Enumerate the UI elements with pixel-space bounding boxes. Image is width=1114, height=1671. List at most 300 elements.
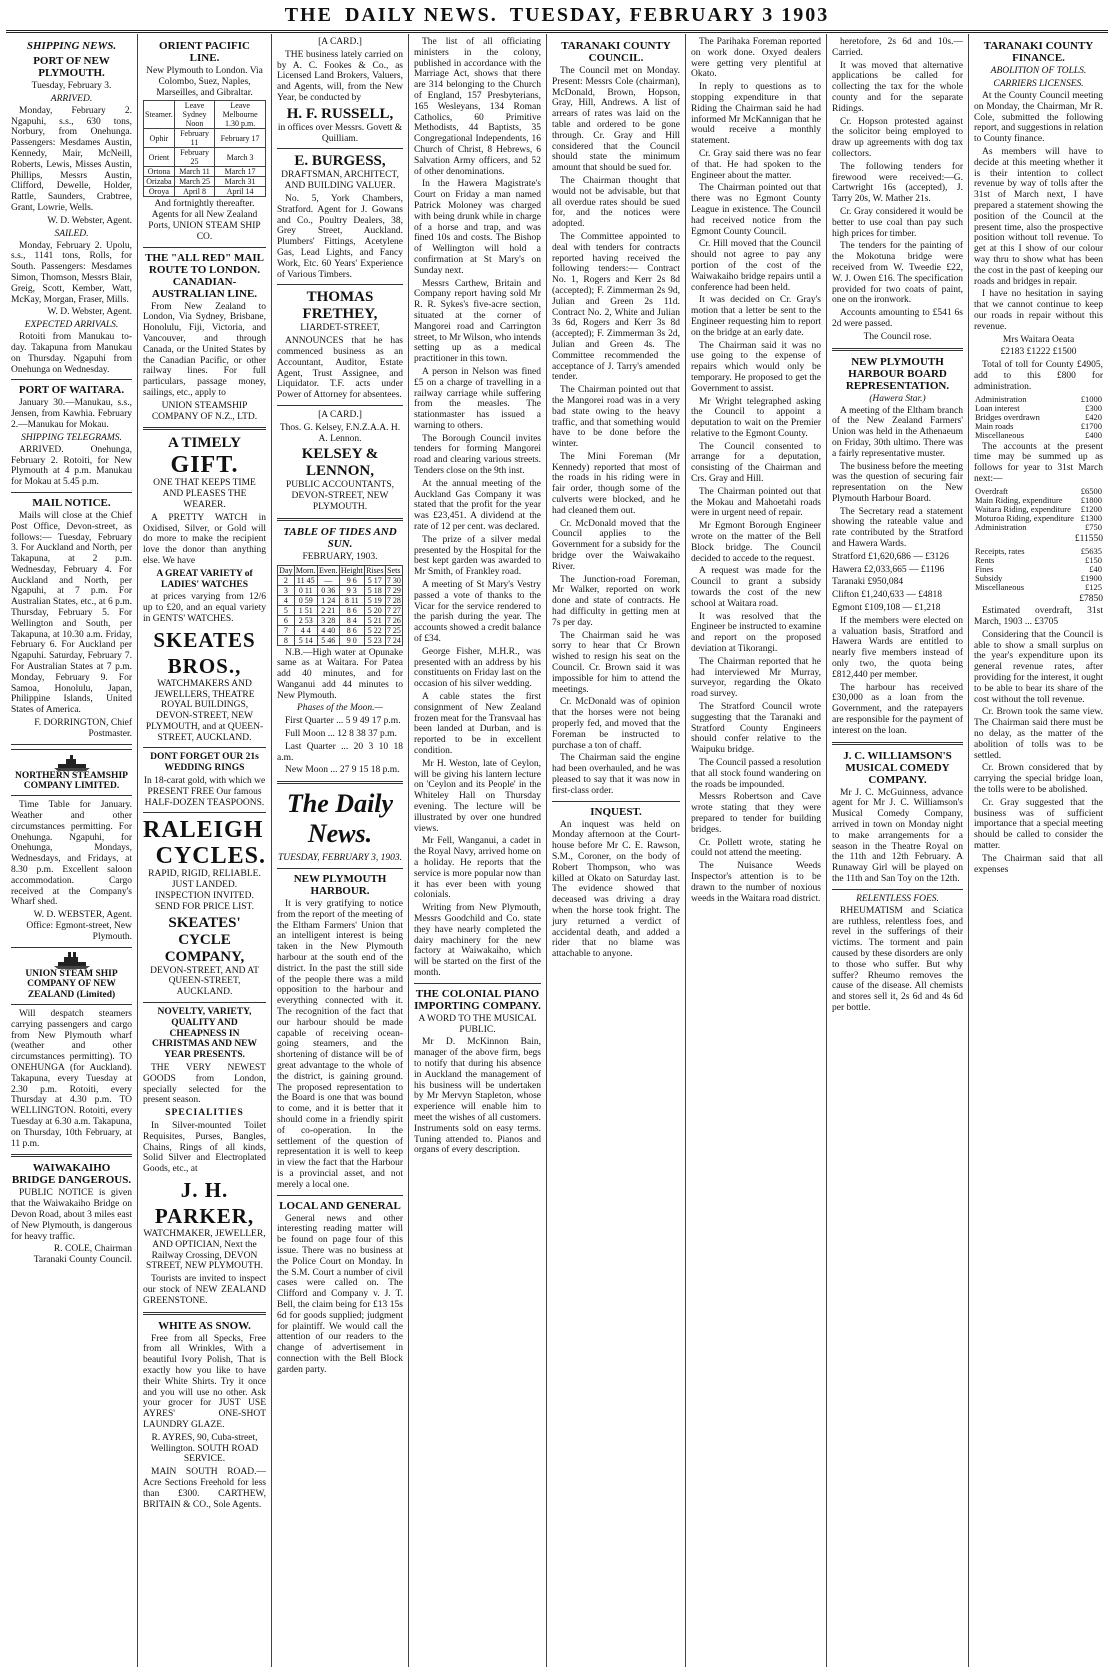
article-paragraph: The Chairman pointed out that there was no Egmont County League in existence. The Council had received notice from the Egmont County Council. — [691, 183, 821, 237]
table-cell: 3 — [278, 585, 295, 595]
table-cell: 0 36 — [317, 585, 339, 595]
divider — [277, 148, 403, 149]
arrived-text: Monday, February 2. Ngapuhi, s.s., 630 tons, Norbury, from Onehunga. Passengers: Mesdames Austin, Kennedy, Mair, McNeill, Roberts, Lewis, Misses Austin, Phillips, Messrs Austin, Clifford, Dewelle, Holder, Rattle, Saunders, Crabtree, Grant, Lowrie, Wells. — [11, 105, 132, 213]
union-steamship-text: Will despatch steamers carrying passengers and cargo from New Plymouth wharf (weather and other circumstances permitting). TO ONEHUNGA (for Auckland). Takapuna, every Tuesday at 2.30 p.m. Rotoiti, every Thursday at 4.30 p.m. TO WELLINGTON. Rotoiti, every Tuesday at 6.30 a.m. Takapuna, on Thursday, 10th February, at 11 p.m. — [11, 1008, 132, 1149]
wedding-rings-text: In 18-carat gold, with which we PRESENT FREE Our famous HALF-DOZEN TEASPOONS. — [143, 776, 266, 808]
table-cell: 0 11 — [294, 585, 317, 595]
table-header: Steamer. — [144, 101, 175, 129]
masthead-title: DAILY NEWS. — [344, 3, 498, 26]
moon-heading: Phases of the Moon.— — [296, 703, 384, 714]
valuation-row: Clifton £1,240,633 — £4818 — [832, 590, 943, 601]
table-cell: 5 18 — [364, 585, 385, 595]
article-paragraph: The prize of a silver medal presented by the Hospital for the best kept garden was awarded to Mr Smith, of Frankley road. — [414, 534, 541, 578]
article-paragraph: Cr. Hill moved that the Council should not agree to pay any portion of the cost of the Waiwakaiho bridge repairs until a conference had been held. — [691, 239, 821, 293]
article-paragraph: Cr. Hopson protested against the solicitor being employed to draw up agreements with dog tax collectors. — [832, 116, 963, 159]
sailed-agent: W. D. Webster, Agent. — [47, 307, 132, 318]
table-cell: 5 17 — [364, 575, 385, 585]
table-cell: 8 4 — [339, 615, 364, 625]
table-header: Even. — [319, 565, 338, 575]
northern-steamship-text: Time Table for January. Weather and other circumstances permitting. For Onehunga. Ngapuhi, for Onehunga, Mondays, Wednesdays, and Fridays, at 8.30 p.m. Excellent saloon accommodation. Cargo received at the Company's Wharf shed. — [11, 800, 132, 908]
article-paragraph: At the County Council meeting on Monday, the Chairman, Mr R. Cole, submitted the following report, and suggestions in relation to County finance. — [974, 91, 1104, 145]
table-cell: April 14 — [215, 187, 266, 197]
divider — [143, 427, 266, 430]
table-cell: March 31 — [215, 177, 266, 187]
variety-heading: A GREAT VARIETY of LADIES' WATCHES — [156, 568, 253, 590]
article-paragraph: The Junction-road Foreman, Mr Walker, reported on work done and state of contracts. He had difficulty in getting men at 7s per day. — [552, 574, 680, 628]
article-paragraph: Cr. Gray considered it would be better to use coal than pay such high prices for timber. — [832, 206, 963, 239]
table-cell: 2 21 — [317, 605, 339, 615]
table-row — [974, 431, 1103, 440]
moon-row: New Moon ... 27 9 15 18 p.m. — [285, 765, 400, 776]
article-paragraph: I have no hesitation in saying that we cannot continue to keep our roads in repair without this revenue. — [974, 289, 1103, 332]
frethey-sub: LIARDET-STREET, — [300, 323, 380, 334]
article-paragraph: The Council met on Monday. Present: Messrs Cole (chairman), McDonald, Brown, Hopson, Gray, Hill, Andrews. A list of arrears of rates was laid on the table and ordered to be gone through. Cr. Gray and Hill considered that the Council should state the minimum amount that should be sued for. — [552, 66, 680, 174]
table-row — [144, 129, 266, 148]
column-5 — [547, 34, 686, 1667]
divider — [277, 868, 403, 869]
table-cell: 8 6 — [339, 625, 364, 635]
article-paragraph: It was moved that alternative applications be called for collecting the tax for the whole county and for the separate Ridings. — [832, 60, 963, 114]
table-cell: Subsidy — [975, 572, 1003, 583]
article-paragraph: Mr Egmont Borough Engineer wrote on the matter of the Bell Block bridge. The Council decided to accede to the request. — [691, 521, 821, 564]
table-cell: Administration — [975, 393, 1027, 404]
tides-month: FEBRUARY, 1903. — [302, 551, 378, 562]
divider — [143, 812, 266, 813]
specialities-text: In Silver-mounted Toilet Requisites, Purses, Bangles, Chains, Rings of all kinds, Solid Silver and Electroplated Goods, etc., at — [143, 1121, 266, 1175]
article-paragraph: The Council rose. — [863, 331, 932, 342]
table-row — [144, 148, 266, 167]
article-paragraph: The Chairman said the engine had been overhauled, and he was pleased to say that it was now in first-class order. — [552, 753, 680, 796]
postmaster-signature: F. DORRINGTON, Chief Postmaster. — [34, 718, 132, 739]
skeates-bros-sub: WATCHMAKERS AND JEWELLERS, THEATRE ROYAL BUILDINGS, DEVON-STREET, NEW PLYMOUTH, and at QUEEN-STREET, AUCKLAND. — [145, 678, 264, 743]
union-steamship-heading: UNION STEAM SHIP COMPANY OF NEW ZEALAND (Limited) — [25, 968, 118, 1001]
valuation-row: Hawera £2,033,665 — £1196 — [832, 564, 945, 575]
table-cell: Miscellaneous — [975, 429, 1025, 440]
column-8 — [969, 34, 1108, 1667]
arrived-agent: W. D. Webster, Agent. — [47, 215, 132, 226]
table-cell: March 11 — [174, 167, 214, 177]
abolition-tolls-heading: ABOLITION OF TOLLS. — [990, 66, 1087, 76]
skeates-cycle-heading: SKEATES' CYCLE COMPANY, — [164, 914, 245, 965]
table-cell: Bridges overdrawn — [975, 411, 1040, 422]
article-paragraph: heretofore, 2s 6d and 10s.—Carried. — [832, 37, 963, 58]
bridge-notice-text: PUBLIC NOTICE is given that the Waiwakaiho Bridge on Devon Road, about 3 miles east of New Plymouth, is dangerous for heavy traffic. — [11, 1188, 132, 1242]
orient-line-heading: ORIENT PACIFIC LINE. — [159, 40, 250, 64]
northern-steamship-agent: W. D. WEBSTER, Agent. Office: Egmont-street, New Plymouth. — [26, 910, 132, 942]
table-cell: 9 6 — [339, 575, 364, 585]
article-paragraph: The Stratford Council wrote suggesting that the Taranaki and Stratford County Engineers should confer relative to the Waipuku bridge. — [691, 702, 821, 756]
article-paragraph: The Chairman said that all expenses — [974, 853, 1103, 875]
finance-table-1 — [974, 395, 1103, 440]
table-cell: 5 — [278, 605, 295, 615]
novelty-heading: NOVELTY, VARIETY, QUALITY AND CHEAPNESS IN CHRISTMAS AND NEW YEAR PRESENTS. — [151, 1007, 258, 1061]
divider — [11, 492, 132, 493]
divider — [277, 284, 403, 285]
article-paragraph: The harbour has received £30,000 as a loan from the Government, and the ratepayers are responsible for the payment of interest on the loan. — [832, 682, 963, 736]
article-paragraph: Mr Wright telegraphed asking the Council to appoint a deputation to wait on the Premier relative to the Egmont County. — [691, 396, 821, 439]
table-cell: 3 28 — [317, 615, 339, 625]
table-row — [974, 523, 1103, 532]
article-paragraph: Cr. Brown considered that by carrying the special bridge loan, the tolls were to be abolished. — [974, 763, 1103, 796]
table-header: Day — [279, 565, 293, 575]
table-header: Height — [340, 565, 363, 575]
valuation-row: Egmont £109,108 — £1,218 — [832, 603, 941, 614]
article-paragraph: The Council consented to arrange for a deputation, consisting of the Chairman and Crs. Gray and Hill. — [691, 441, 821, 485]
divider — [832, 742, 963, 745]
table-cell: Administration — [975, 521, 1027, 532]
article-paragraph: The list of all officiating ministers in the colony, published in accordance with the Marriage Act, shows that there are 314 belonging to the Church of England, 157 Presbyterians, 165 Wesleyans, 134 Roman Catholics, 60 Primitive Methodists, 44 Baptists, 35 Congregational Independents, 16 Church of Christ, 8 Hebrews, 6 Salvation Army officers, and 52 of other denominations. — [414, 37, 541, 177]
article-paragraph: The Chairman thought that would not be advisable, but that all overdue rates should be sued for, and the notices were adopted. — [552, 175, 680, 230]
tides-note: N.B.—High water at Opunake same as at Waitara. For Patea add 40 minutes, and for Wanganui add 44 minutes to New Plymouth. — [277, 647, 403, 701]
moon-row: Last Quarter ... 20 3 10 18 a.m. — [277, 741, 403, 763]
card-label: [A CARD.] — [318, 409, 362, 420]
article-paragraph: Mr Fell, Wanganui, a cadet in the Royal Navy, arrived home on a holiday. He reports that the service is more popular now than it has ever been with young colonials. — [414, 836, 541, 901]
local-general-heading: LOCAL AND GENERAL — [279, 1199, 401, 1212]
parker-note: Tourists are invited to inspect our stock of NEW ZEALAND GREENSTONE. — [143, 1274, 266, 1306]
article-paragraph: Accounts amounting to £541 6s 2d were passed. — [832, 308, 963, 329]
inquest-text: An inquest was held on Monday afternoon at the Court-house before Mr C. E. Rawson, S.M., Coroner, on the body of Robert Thompson, who was killed at Okato on Saturday last. The evidence showed that deceased was driving a dray when the horse took fright. The jury returned a verdict of accidental death, and added a rider that no blame was attachable to anyone. — [552, 819, 680, 960]
burgess-text: No. 5, York Chambers, Stratford. Agent for J. Gowans and Co., Poultry Dealers, 38, Grey Street, Auckland. Plumbers' Fittings, Acetylene Gas, Lead Lights, and Fancy Work, Etc. 60 Years' Experience of Various Timbers. — [277, 193, 403, 280]
divider — [552, 801, 680, 802]
main-south-road-text: MAIN SOUTH ROAD.—Acre Sections Freehold for less than £300. CARTHEW, BRITAIN & CO., Sole Agents. — [143, 1467, 266, 1510]
table-cell: Receipts, rates — [975, 545, 1025, 556]
table-cell: 7 29 — [386, 585, 401, 595]
article-paragraph: The Chairman said he was sorry to hear that Cr Brown wished to resign his seat on the Council. Cr. Brown said it was impossible for him to attend the meetings. — [552, 630, 680, 695]
parker-text: WATCHMAKER, JEWELLER, AND OPTICIAN, Next the Railway Crossing, DEVON STREET, NEW PLYMOUTH. — [143, 1229, 266, 1272]
table-cell: 5 14 — [294, 635, 317, 645]
column-1 — [6, 34, 138, 1667]
table-header: Rises — [366, 565, 384, 575]
article-paragraph: As members will have to decide at this meeting whether it is their intention to collect revenue by way of tolls after the 31st of March next, I have prepared a statement showing the position of the Council at the present time, also the prospective position without toll revenue. To get at this I show of our colour way thru to show what has been the cost in the past of keeping our roads and bridges in repair. — [974, 146, 1103, 287]
table-row — [974, 583, 1103, 592]
divider — [277, 405, 403, 406]
table-cell: February 11 — [174, 129, 214, 148]
table-cell: £1700 — [1080, 420, 1102, 431]
county-council-heading: TARANAKI COUNTY COUNCIL. — [561, 40, 671, 64]
table-cell: 7 27 — [386, 605, 401, 615]
valuation-row: Taranaki £950,084 — [832, 577, 904, 588]
harbour-editorial-text: It is very gratifying to notice from the report of the meeting of the Eltham Farmers' Union that an intelligent interest is being taken in the New Plymouth harbour at the south end of the district. In the past the still side of the people there was a mild opposition to the harbour and everything connected with it. The recognition of the fact that our harbour should be made capable of receiving ocean-going steamers, and the shortening of distance will be of great advantage to the whole of the district, is gaining ground. The proposed representation to the Board is one that was bound to come, and it is better that it should come in a friendly spirit of co-operation. In the settlement of the question of representation it is well to keep in view the fact that the Harbour is a provincial asset, and not merely a local one. — [277, 899, 403, 1190]
table-row — [278, 635, 403, 645]
article-paragraph: The Secretary read a statement showing the rateable value and rate contributed by the Stratford and Hawera Wards. — [832, 506, 963, 550]
article-paragraph: The Chairman said it was no use going to the expense of repairs which would only be temporary. He proposed to get the Government to assist. — [691, 340, 821, 394]
article-paragraph: Cr. Pollett wrote, stating he could not attend the meeting. — [691, 837, 821, 859]
timely-gift-heading-b: GIFT. — [170, 452, 239, 479]
divider — [832, 889, 963, 890]
divider — [143, 747, 266, 748]
relentless-foes-heading: RELENTLESS FOES. — [856, 893, 939, 904]
table-row — [278, 625, 403, 635]
bridge-notice-signature: R. COLE, Chairman Taranaki County Council. — [33, 1244, 132, 1266]
skeates-cycle-text: DEVON-STREET, AND AT QUEEN-STREET, AUCKLAND. — [150, 965, 259, 998]
table-cell: 7 28 — [386, 595, 401, 605]
article-paragraph: A meeting of St Mary's Vestry passed a vote of thanks to the Vicar for the service rendered to the parish during the year. The accounts showed a credit balance of £34. — [414, 580, 541, 645]
table-cell: March 3 — [215, 148, 266, 167]
table-cell: Orient — [144, 148, 175, 167]
tides-table — [277, 565, 403, 646]
table-header: Morn. — [295, 565, 316, 575]
table-cell: Ortona — [144, 167, 175, 177]
article-paragraph: The Nuisance Weeds Inspector's attention is to be drawn to the number of noxious weeds in the Waitara road district. — [691, 861, 821, 904]
novelty-text: THE VERY NEWEST GOODS from London, specially selected for the present season. — [143, 1063, 266, 1106]
column-2 — [138, 34, 272, 1667]
table-cell: 5 20 — [364, 605, 385, 615]
moon-row: Full Moon ... 12 8 38 37 p.m. — [285, 729, 397, 740]
table-cell: 1 24 — [317, 595, 339, 605]
article-paragraph: It was decided on Cr. Gray's motion that a letter be sent to the Engineer requesting him to report on the bridge at an early date. — [691, 295, 821, 338]
sailed-text: Monday, February 2. Upolu, s.s., 1141 tons, Rolls, for South. Passengers: Mesdames Simon, Thomson, Messrs Blair, Greig, Scott, Kember, Watt, McKay, Morgan, Fraser, Mills. — [11, 240, 132, 305]
finance-total-1: £11550 — [1074, 533, 1103, 544]
article-paragraph: If the members were elected on a valuation basis, Stratford and Hawera Wards are entitled to nearly five members instead of only two, the quota being £812,440 per member. — [832, 615, 963, 680]
article-paragraph: The Chairman pointed out that the Mokau and Mahoetahi roads were in urgent need of repair. — [691, 486, 821, 519]
table-cell: Rents — [975, 554, 995, 565]
piano-company-heading: THE COLONIAL PIANO IMPORTING COMPANY. — [414, 987, 541, 1012]
table-cell: 4 — [278, 595, 295, 605]
table-cell: £1200 — [1080, 503, 1102, 514]
specialities-heading: SPECIALITIES — [165, 1108, 244, 1119]
table-cell: February 25 — [174, 148, 214, 167]
burgess-sub: DRAFTSMAN, ARCHITECT, AND BUILDING VALUER. — [281, 170, 399, 192]
steamship-icon — [54, 951, 90, 969]
table-cell: 5 23 — [364, 635, 385, 645]
russell-office: in offices over Messrs. Govett & Quilliam. — [277, 122, 403, 144]
article-paragraph: Cr. McDonald moved that the Council applies to the Government for a subsidy for the bridge over the Waiwakaiho River. — [552, 518, 680, 572]
county-finance-heading: TARANAKI COUNTY FINANCE. — [983, 40, 1094, 64]
table-cell: £6500 — [1080, 485, 1102, 496]
orient-line-note: And fortnightly thereafter. Agents for all New Zealand Ports, UNION STEAM SHIP CO. — [148, 199, 261, 242]
parker-heading: J. H. PARKER, — [154, 1178, 255, 1228]
finance-table-2 — [974, 487, 1103, 532]
russell-card-text: THE business lately carried on by A. C. Fookes & Co., as Licensed Land Brokers, Valuers, and Agents, will, from the New Year, be conducted by — [277, 49, 403, 103]
article-paragraph: The Council passed a resolution that all stock found wandering on the roads be impounded. — [691, 758, 821, 790]
divider — [277, 781, 403, 784]
ridings-header: Mrs Waitara Oeata — [1002, 334, 1075, 345]
table-cell: £125 — [1085, 581, 1102, 592]
frethey-name: THOMAS FRETHEY, — [302, 289, 378, 323]
table-cell: Fines — [975, 563, 994, 574]
divider — [414, 983, 541, 984]
masthead — [6, 0, 1108, 33]
table-cell: — — [317, 575, 339, 585]
relentless-foes-text: RHEUMATISM and Sciatica are ruthless, relentless foes, and revel in the sufferings of their victims. The torment and pain caused by these disorders are only to those who suffer. But why suffer? Rheumo removes the cause of the disease. All chemists and stores sell it, 2s 6d and 4s 6d per bottle. — [832, 905, 963, 1013]
finance-total-2: £7850 — [1079, 593, 1103, 604]
table-cell: 4 40 — [317, 625, 339, 635]
finance-table-3 — [974, 547, 1103, 592]
waitara-port-heading: PORT OF WAITARA. — [18, 384, 125, 397]
table-row — [278, 595, 403, 605]
table-cell: 5 22 — [364, 625, 385, 635]
article-paragraph: Considering that the Council is able to show a small surplus on the year's expenditure upon its general revenue rates, after providing for the interest, it ought to be able to bear its share of the cost without the toll revenue. — [974, 629, 1103, 705]
harbour-board-source: (Hawera Star.) — [869, 393, 926, 404]
article-paragraph: George Fisher, M.H.R., was presented with an address by his constituents on Friday last on the occasion of his silver wedding. — [414, 646, 541, 690]
table-cell: March 25 — [174, 177, 214, 187]
waitara-port-text: January 30.—Manukau, s.s., Jensen, from Kawhia. February 2.—Manukau for Mokau. — [11, 398, 132, 430]
expected-text: Rotoiti from Manukau to-day. Takapuna from Manukau on Thursday. Ngapuhi from Onehunga on Wednesday. — [11, 332, 132, 375]
article-paragraph: In reply to questions as to stopping expenditure in that Riding the Chairman said he had informed Mr McKannigan that he would receive a monthly statement. — [691, 82, 821, 147]
table-cell: Moturoa Riding, expenditure — [975, 512, 1074, 523]
article-paragraph: The tenders for the painting of the Mokotuna bridge were received from W. Tweedie £22, W. J. Owen £16. The specification provided for two coats of paint, one on the ironwork. — [832, 241, 963, 306]
table-header: Sets — [385, 565, 402, 575]
table-cell: £300 — [1085, 402, 1102, 413]
table-cell: £1300 — [1080, 512, 1102, 523]
shipping-date: Tuesday, February 3. — [31, 81, 112, 91]
divider — [832, 348, 963, 351]
article-paragraph: The Chairman reported that he had interviewed Mr Murray, surveyor, regarding the Okato road survey. — [691, 656, 821, 700]
table-cell: Main roads — [975, 420, 1014, 431]
table-cell: 1 51 — [294, 605, 317, 615]
table-cell: 7 26 — [386, 615, 401, 625]
masthead-the: THE — [284, 3, 333, 26]
column-6 — [686, 34, 827, 1667]
valuation-row: Stratford £1,620,686 — £3126 — [832, 551, 949, 562]
table-row — [144, 167, 266, 177]
orient-sailings-table — [143, 100, 266, 197]
all-red-route-text: From New Zealand to London, Via Sydney, Brisbane, Honolulu, Fiji, Victoria, and Vancouver, and through Canada, or the United States by the Canadian Pacific, or other railway lines. For full particulars, passage money, sailings, etc., apply to — [143, 301, 266, 398]
article-paragraph: The business before the meeting was the question of securing fair representation on the New Plymouth Harbour Board. — [832, 461, 963, 504]
harbour-board-heading: NEW PLYMOUTH HARBOUR BOARD REPRESENTATION. — [845, 355, 950, 392]
article-paragraph: Messrs Carthew, Britain and Company report having sold Mr R. R. Sykes's five-acre section, situated at the corner of Mangorei road and Carrington street, to Mr Wilson, who intends setting up as a medical practitioner in this town. — [414, 278, 541, 365]
table-cell: Main Riding, expenditure — [975, 494, 1063, 505]
table-row — [278, 615, 403, 625]
musical-public-heading: A WORD TO THE MUSICAL PUBLIC. — [418, 1013, 537, 1035]
table-cell: 8 — [278, 635, 295, 645]
article-paragraph: In the Hawera Magistrate's Court on Friday a man named Patrick Moloney was charged with being drunk while in charge of a horse and trap, and was fined 10s and costs. The Bishop of Wellington will hold a confirmation at St Mary's on Sunday next. — [414, 179, 541, 276]
article-paragraph: Writing from New Plymouth, Messrs Goodchild and Co. state they have nearly completed the dairy machinery for the new factory at Waiwakaiho, which will be started on the first of the month. — [414, 903, 541, 978]
divider — [143, 1002, 266, 1003]
table-cell: £40 — [1089, 563, 1102, 574]
divider — [143, 1312, 266, 1315]
inquest-heading: INQUEST. — [590, 805, 642, 818]
kelsey-partners: Thos. G. Kelsey, F.N.Z.A.A. H. A. Lennon. — [279, 422, 401, 444]
table-row — [278, 585, 403, 595]
table-cell: 2 53 — [294, 615, 317, 625]
bridge-notice-heading: WAIWAKAIHO BRIDGE DANGEROUS. — [11, 1162, 132, 1187]
union-steamship-ad — [11, 947, 132, 1005]
orient-line-sub: New Plymouth to London. Via Colombo, Suez, Naples, Marseilles, and Gibraltar. — [146, 66, 263, 98]
table-cell: 7 — [278, 625, 295, 635]
article-paragraph: The Mini Foreman (Mr Kennedy) reported that most of the roads in his riding were in fair order, though some of the culverts were blocked, and he had cleaned them out. — [552, 451, 680, 516]
divider — [143, 247, 266, 248]
table-cell: 7 25 — [386, 625, 401, 635]
timely-gift-heading-a: A TIMELY — [168, 435, 241, 452]
divider — [11, 1154, 132, 1157]
article-paragraph: A person in Nelson was fined £5 on a charge of travelling in a railway carriage while suffering from the measles. The stationmaster has issued a warning to others. — [414, 366, 541, 431]
article-paragraph: Cr. Gray suggested that the business was of sufficient importance that a special meeting should be called to consider the matter. — [974, 797, 1103, 852]
table-cell: Oroya — [144, 187, 175, 197]
article-paragraph: A cable states the first consignment of New Zealand frozen meat for the Transvaal has been landed at Durban, and is reported to be in excellent condition. — [414, 692, 541, 756]
raleigh-cycles-heading: CYCLES. — [155, 843, 266, 870]
burgess-name: E. BURGESS, — [294, 153, 386, 170]
white-as-snow-heading: WHITE AS SNOW. — [158, 1319, 251, 1332]
table-cell: April 8 — [174, 187, 214, 197]
article-paragraph: The following tenders for firewood were received:—G. Cartwright 16s (accepted), J. Tarry 20s, W. Mather 21s. — [832, 161, 963, 205]
divider — [277, 518, 403, 521]
table-cell: February 17 — [215, 129, 266, 148]
table-cell: 7 30 — [386, 575, 401, 585]
table-row — [278, 605, 403, 615]
ridings-values: £2183 £1222 £1500 — [1000, 347, 1077, 358]
table-cell: Waitara Riding, expenditure — [975, 503, 1071, 514]
divider — [11, 744, 132, 745]
musical-public-text: Mr D. McKinnon Bain, manager of the above firm, begs to notify that during his absence in Auckland the management of his business will be undertaken by Mr Mervyn Stapleton, whose experience will enable him to meet the wishes of all customers. Instruments sold on easy terms. Tuning attended to. Pianos and organs of every description. — [414, 1037, 541, 1156]
williamson-heading: J. C. WILLIAMSON'S MUSICAL COMEDY COMPANY. — [843, 749, 952, 786]
table-row — [278, 575, 403, 585]
table-cell: £400 — [1085, 429, 1102, 440]
article-paragraph: The Parihaka Foreman reported on work done. Oxyed dealers were getting very plentiful at Okato. — [691, 37, 821, 80]
column-7 — [827, 34, 969, 1667]
column-4 — [409, 34, 547, 1667]
table-cell: Loan interest — [975, 402, 1020, 413]
wedding-rings-heading: DONT FORGET OUR 21s WEDDING RINGS — [150, 752, 259, 774]
table-cell: 4 4 — [294, 625, 317, 635]
timely-gift-text: A PRETTY WATCH in Oxidised, Silver, or Gold will do more to make the recipient love the donor than anything else. We have — [143, 512, 266, 566]
article-paragraph: The Chairman pointed out that the Mangorei road was in a very bad state owing to the heavy traffic, and that something would have to be done before the winter. — [552, 385, 680, 450]
article-paragraph: Mr H. Weston, late of Ceylon, will be giving his lantern lecture on 'Ceylon and its People' in the Whiteley Hall on Thursday evening. The lecture will be illustrated by over one hundred views. — [414, 758, 541, 834]
table-row — [144, 177, 266, 187]
divider — [277, 1195, 403, 1196]
article-paragraph: The accounts at the present time may be summed up as follows for year to 31st March next:— — [974, 441, 1103, 484]
inner-masthead: The Daily News. — [286, 789, 394, 849]
sailed-heading: SAILED. — [54, 228, 89, 239]
article-paragraph: Cr. McDonald was of opinion that the horses were not being properly fed, and moved that the Foreman be instructed to purchase a ton of chaff. — [552, 697, 680, 751]
table-header: Leave Melbourne 1.30 p.m. — [215, 101, 266, 129]
article-paragraph: A meeting of the Eltham branch of the New Zealand Farmers' Union was held in the Athenaeum on Friday, 30th ultimo. There was a fairly representative muster. — [832, 405, 963, 459]
table-cell: 9 0 — [339, 635, 364, 645]
table-cell: 5 19 — [364, 595, 385, 605]
card-label: [A CARD.] — [318, 37, 362, 47]
frethey-text: ANNOUNCES that he has commenced business as an Accountant, Auditor, Estate Agent, Trust Assignee, and Liquidator. T.F. acts under Power of Attorney for absentees. — [277, 336, 403, 401]
table-cell: £1000 — [1080, 393, 1102, 404]
table-cell: 5 21 — [364, 615, 385, 625]
northern-steamship-ad — [11, 749, 132, 797]
shipping-news-heading: SHIPPING NEWS. — [26, 40, 117, 52]
table-cell: Miscellaneous — [975, 581, 1025, 592]
table-cell: March 17 — [215, 167, 266, 177]
white-as-snow-text: Free from all Specks, Free from all Wrinkles, With a beautiful Ivory Polish, That is exactly how you like to have their White Shirts. Try it once and you will use no other. Ask your grocer for JUST USE AYRES' ONE-SHOT LAUNDRY GLAZE. — [143, 1333, 266, 1430]
skeates-bros-heading: SKEATES BROS., — [153, 627, 256, 678]
table-cell: £5635 — [1080, 545, 1102, 556]
table-cell: 9 3 — [339, 585, 364, 595]
table-cell: 0 59 — [294, 595, 317, 605]
table-cell: 7 24 — [386, 635, 401, 645]
table-cell: 11 45 — [294, 575, 317, 585]
table-cell: £150 — [1085, 554, 1102, 565]
table-cell: 5 46 — [317, 635, 339, 645]
tides-heading: TABLE OF TIDES AND SUN. — [283, 525, 397, 550]
table-cell: Overdraft — [975, 485, 1009, 496]
local-general-text: General news and other interesting reading matter will be found on page four of this issue. There was no business at the Police Court on Monday. In the S.M. Court a number of civil cases were called on. The Clifford and Company v. J. T. Bell, the claim being for £13 15s 6d for goods supplied; judgment for plaintiff. We would call the attention of our readers to the change of advertisement in connection with the Bell Block garden party. — [277, 1213, 403, 1375]
timely-gift-tagline: ONE THAT KEEPS TIME AND PLEASES THE WEARER. — [153, 478, 256, 510]
all-red-route-heading: THE "ALL RED" MAIL ROUTE TO LONDON. CANADIAN-AUSTRALIAN LINE. — [145, 251, 264, 300]
table-cell: £750 — [1085, 521, 1102, 532]
table-cell: £1900 — [1080, 572, 1102, 583]
all-red-route-agent: UNION STEAMSHIP COMPANY OF N.Z., LTD. — [151, 400, 258, 422]
column-3 — [272, 34, 409, 1667]
table-cell: £420 — [1085, 411, 1102, 422]
table-cell: 2 — [278, 575, 295, 585]
article-paragraph: Total of toll for County £4905, add to this £800 for administration. — [974, 360, 1103, 392]
variety-text: at prices varying from 12/6 up to £20, and an equal variety in GENTS' WATCHES. — [143, 592, 266, 624]
telegrams-heading: SHIPPING TELEGRAMS. — [21, 432, 122, 443]
table-cell: 6 — [278, 615, 295, 625]
table-header-row — [144, 101, 266, 129]
table-header: Leave Sydney Noon — [174, 101, 214, 129]
arrived-heading: ARRIVED. — [50, 93, 93, 104]
mail-notice-text: Mails will close at the Chief Post Office, Devon-street, as follows:— Tuesday, February 3. For Auckland and North, per Takapuna, at 2 p.m. Wednesday, February 4. For Auckland and North, per Ngapuhi, at 7 p.m. For Australian States, etc., at 6 p.m. Thursday, February 5. For Wellington and South, per Takapuna, at 10.30 a.m. Friday, February 6. For Auckland per Ngapuhi. Saturday, February 7. For Australian States at 7 p.m. Monday, February 9. For Samoa, Honolulu, Japan, Philippine Islands, United States of America. — [11, 510, 132, 716]
estimated-overdraft: Estimated overdraft, 31st March, 1903 ... £3705 — [974, 606, 1103, 628]
article-paragraph: It was resolved that the Engineer be instructed to examine and report on the proposed deviation at Tikorangi. — [691, 611, 821, 655]
article-paragraph: The Committee appointed to deal with tenders for contracts reported having received the following tenders:— Contract No. 1, Rogers and Kerr 2s 8d (accepted); F. Zimmerman 2s 9d, Julian and Green 2s 11d. Contract No. 2, White and Julian 3s 6d, Rogers and Kerr 3s 8d (accepted); F. Zimmerman 3s 2d, Julian and Green 4s. The Committee recommended the acceptance of J. Tarry's amended tender. — [552, 231, 680, 383]
